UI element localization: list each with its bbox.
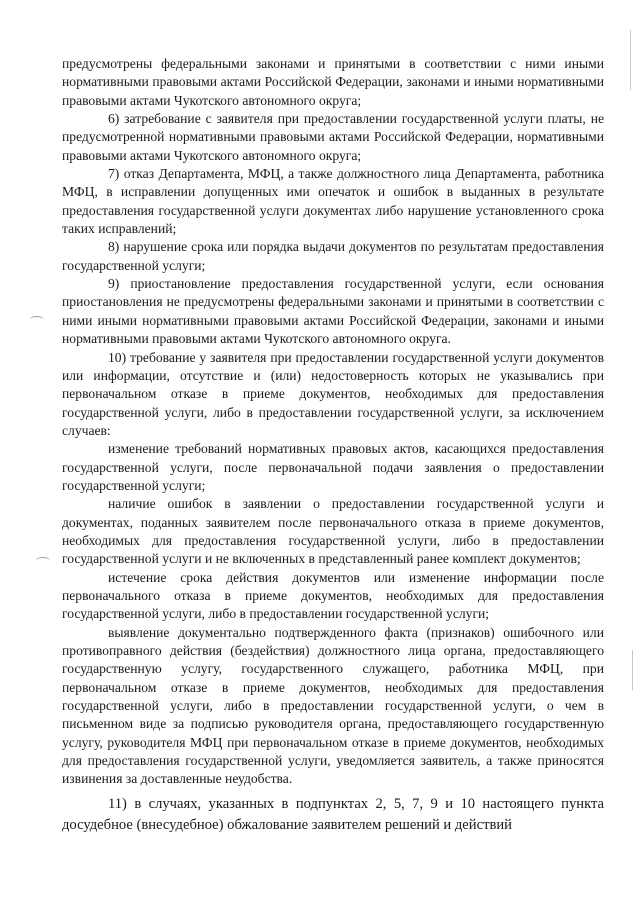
paragraph-item-10: 10) требование у заявителя при предоставлении государственной услуги документов или информации, отсутствие и (или) недостоверность которых не указывались при первоначальном отказе в приеме документов, необходимых для предоставления государственной услуги, либо в предоставлении государственной услуги, за исключением случаев: — [62, 349, 604, 438]
scan-edge-mark — [632, 650, 633, 690]
paragraph-item-9: 9) приостановление предоставления государственной услуги, если основания приостановления не предусмотрены федеральными законами и принятыми в соответствии с ними иными нормативными правовыми актами Российской Федерации, законами и иными нормативными правовыми актами Чукотского автономного округа. — [62, 276, 604, 347]
paragraph-item-7: 7) отказ Департамента, МФЦ, а также должностного лица Департамента, работника МФЦ, в исправлении допущенных ими опечаток и ошибок в выданных в результате предоставления государственной услуги документах либо нарушение установленного срока таких исправлений; — [62, 166, 604, 237]
paragraph-item-6: 6) затребование с заявителя при предоставлении государственной услуги платы, не предусмотренной нормативными правовыми актами Российской Федерации, нормативными правовыми актами Чукотского автономного округа; — [62, 111, 604, 163]
paragraph-continuation: предусмотрены федеральными законами и принятыми в соответствии с ними иными нормативными правовыми актами Российской Федерации, законами и иными нормативными правовыми актами Чукотского автономного округа; — [62, 56, 604, 108]
paragraph-exception-3: истечение срока действия документов или изменение информации после первоначального отказа в приеме документов, необходимых для предоставления государственной услуги, либо в предоставлении государственной услуги; — [62, 569, 604, 622]
paragraph-exception-4: выявление документально подтвержденного факта (признаков) ошибочного или противоправного действия (бездействия) должностного лица органа, предоставляющего государственную услугу, государственного служащего, работника МФЦ, при первоначальном отказе в приеме документов, необходимых для предоставления государственной услуги, либо в предоставлении государственной услуги, о чем в письменном виде за подписью руководителя органа, предоставляющего государственную услугу, руководителя МФЦ при первоначальном отказе в приеме документов, необходимых для предоставления государственной услуги, уведомляется заявитель, а также приносятся извинения за доставленные неудобства. — [62, 624, 604, 787]
paragraph-item-8: 8) нарушение срока или порядка выдачи документов по результатам предоставления государственной услуги; — [62, 239, 604, 273]
paragraph-exception-2: наличие ошибок в заявлении о предоставлении государственной услуги и документах, поданных заявителем после первоначального отказа в приеме документов, необходимых для предоставления государственной услуги, либо в предоставлении государственной услуги и не включенных в представленный ранее комплект документов; — [62, 496, 604, 567]
paragraph-exception-1: изменение требований нормативных правовых актов, касающихся предоставления государственной услуги, после первоначальной подачи заявления о предоставлении государственной услуги; — [62, 441, 604, 493]
document-body — [62, 55, 604, 836]
scan-artifact-mark — [30, 316, 44, 323]
paragraph-item-11: 11) в случаях, указанных в подпунктах 2, 5, 7, 9 и 10 настоящего пункта досудебное (внесудебное) обжалование заявителем решений и действий — [62, 795, 604, 833]
scan-edge-mark — [630, 30, 631, 90]
scan-artifact-mark — [36, 557, 50, 564]
